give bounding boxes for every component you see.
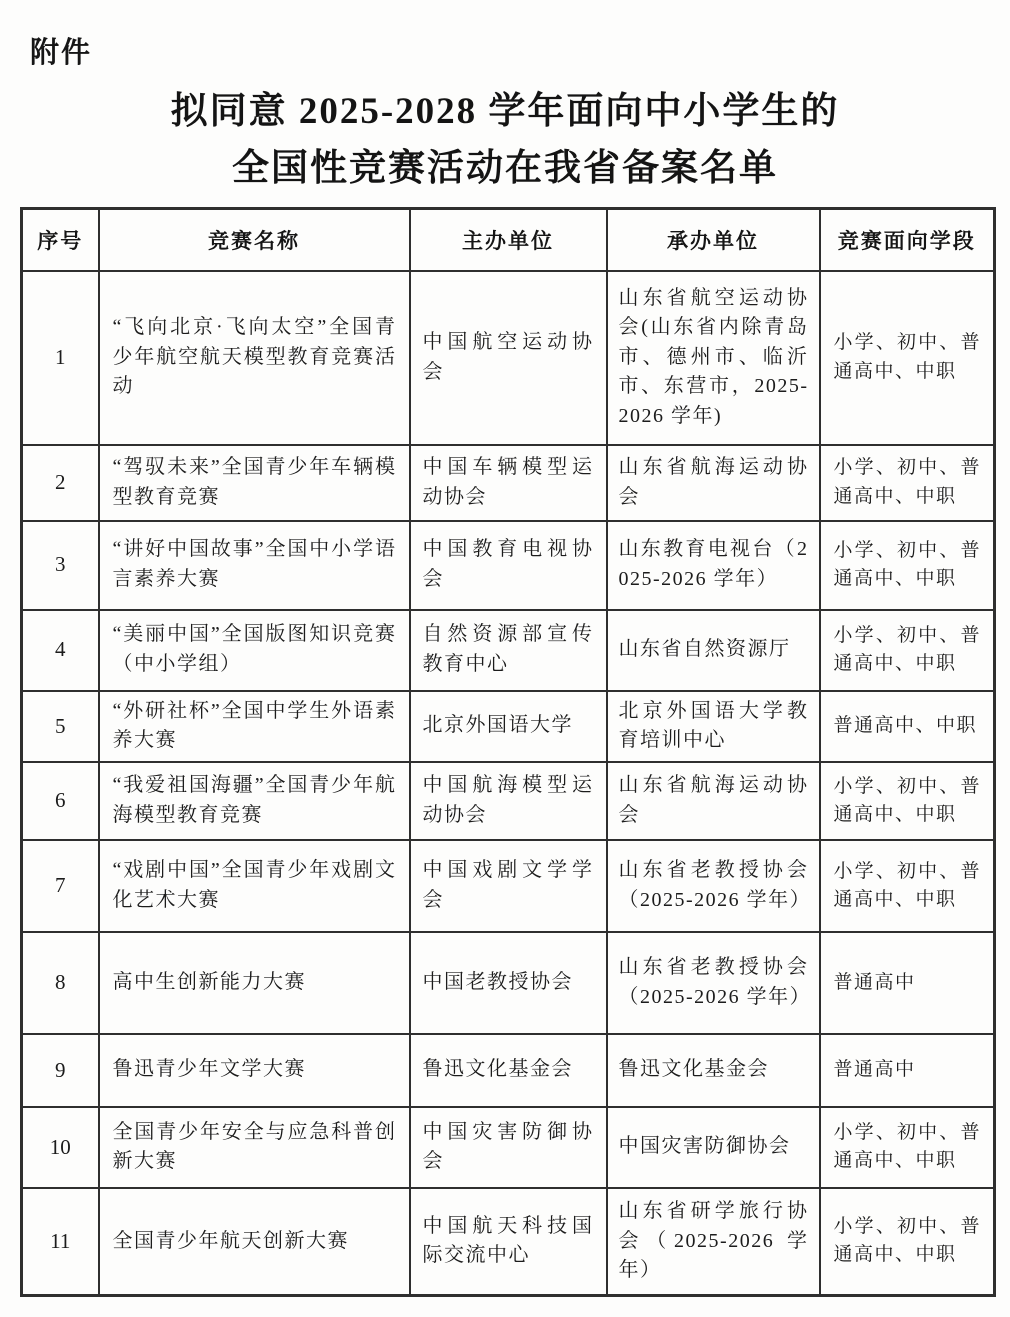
cell-stage: 小学、初中、普通高中、中职 <box>820 1107 995 1188</box>
col-header-index: 序号 <box>22 209 99 271</box>
cell-stage: 普通高中、中职 <box>820 691 995 762</box>
cell-organizer: 中国航空运动协会 <box>410 271 607 445</box>
cell-stage: 普通高中 <box>820 1034 995 1107</box>
cell-organizer: 北京外国语大学 <box>410 691 607 762</box>
col-header-undertaker: 承办单位 <box>607 209 820 271</box>
competitions-table <box>20 207 996 1297</box>
cell-competition-name: “我爱祖国海疆”全国青少年航海模型教育竞赛 <box>99 762 410 840</box>
cell-index: 4 <box>22 610 99 691</box>
cell-competition-name: “外研社杯”全国中学生外语素养大赛 <box>99 691 410 762</box>
cell-organizer: 中国航海模型运动协会 <box>410 762 607 840</box>
cell-organizer: 自然资源部宣传教育中心 <box>410 610 607 691</box>
table-row <box>22 521 995 610</box>
title-line-2: 全国性竞赛活动在我省备案名单 <box>232 148 778 189</box>
cell-stage: 小学、初中、普通高中、中职 <box>820 445 995 521</box>
cell-undertaker: 山东省自然资源厅 <box>607 610 820 691</box>
cell-competition-name: “驾驭未来”全国青少年车辆模型教育竞赛 <box>99 445 410 521</box>
col-header-stage: 竞赛面向学段 <box>820 209 995 271</box>
cell-organizer: 中国老教授协会 <box>410 932 607 1034</box>
cell-organizer: 中国车辆模型运动协会 <box>410 445 607 521</box>
table-row <box>22 762 995 840</box>
cell-index: 7 <box>22 840 99 932</box>
cell-stage: 小学、初中、普通高中、中职 <box>820 271 995 445</box>
col-header-organizer: 主办单位 <box>410 209 607 271</box>
cell-competition-name: “讲好中国故事”全国中小学语言素养大赛 <box>99 521 410 610</box>
cell-competition-name: 高中生创新能力大赛 <box>99 932 410 1034</box>
cell-index: 5 <box>22 691 99 762</box>
cell-index: 3 <box>22 521 99 610</box>
cell-organizer: 中国航天科技国际交流中心 <box>410 1188 607 1296</box>
cell-competition-name: “飞向北京·飞向太空”全国青少年航空航天模型教育竞赛活动 <box>99 271 410 445</box>
cell-organizer: 中国戏剧文学学会 <box>410 840 607 932</box>
cell-undertaker: 山东省老教授协会（2025-2026 学年） <box>607 932 820 1034</box>
cell-index: 6 <box>22 762 99 840</box>
cell-competition-name: “戏剧中国”全国青少年戏剧文化艺术大赛 <box>99 840 410 932</box>
cell-competition-name: 鲁迅青少年文学大赛 <box>99 1034 410 1107</box>
cell-stage: 小学、初中、普通高中、中职 <box>820 610 995 691</box>
cell-index: 8 <box>22 932 99 1034</box>
cell-stage: 小学、初中、普通高中、中职 <box>820 762 995 840</box>
table-row <box>22 691 995 762</box>
cell-stage: 小学、初中、普通高中、中职 <box>820 521 995 610</box>
attachment-label: 附件 <box>30 37 93 69</box>
cell-stage: 普通高中 <box>820 932 995 1034</box>
cell-organizer: 中国灾害防御协会 <box>410 1107 607 1188</box>
table-row <box>22 1034 995 1107</box>
cell-undertaker: 北京外国语大学教育培训中心 <box>607 691 820 762</box>
cell-index: 11 <box>22 1188 99 1296</box>
document-title <box>0 83 1010 197</box>
table-row <box>22 932 995 1034</box>
cell-index: 10 <box>22 1107 99 1188</box>
table-row <box>22 840 995 932</box>
table-row <box>22 445 995 521</box>
cell-index: 9 <box>22 1034 99 1107</box>
table-row <box>22 1188 995 1296</box>
cell-stage: 小学、初中、普通高中、中职 <box>820 1188 995 1296</box>
cell-undertaker: 山东省航海运动协会 <box>607 445 820 521</box>
table-row <box>22 271 995 445</box>
table-row <box>22 610 995 691</box>
cell-organizer: 鲁迅文化基金会 <box>410 1034 607 1107</box>
table-row <box>22 1107 995 1188</box>
cell-stage: 小学、初中、普通高中、中职 <box>820 840 995 932</box>
cell-competition-name: “美丽中国”全国版图知识竞赛（中小学组） <box>99 610 410 691</box>
cell-undertaker: 山东省航空运动协会(山东省内除青岛市、德州市、临沂市、东营市，2025-2026 学年) <box>607 271 820 445</box>
cell-undertaker: 山东省研学旅行协会（2025-2026 学年） <box>607 1188 820 1296</box>
cell-undertaker: 鲁迅文化基金会 <box>607 1034 820 1107</box>
cell-undertaker: 山东省航海运动协会 <box>607 762 820 840</box>
cell-index: 2 <box>22 445 99 521</box>
title-line-1: 拟同意 2025-2028 学年面向中小学生的 <box>170 91 840 132</box>
cell-index: 1 <box>22 271 99 445</box>
col-header-name: 竞赛名称 <box>99 209 410 271</box>
cell-undertaker: 山东教育电视台（2025-2026 学年） <box>607 521 820 610</box>
cell-competition-name: 全国青少年航天创新大赛 <box>99 1188 410 1296</box>
table-body <box>22 271 995 1296</box>
cell-undertaker: 山东省老教授协会（2025-2026 学年） <box>607 840 820 932</box>
table-header-row <box>22 209 995 271</box>
cell-competition-name: 全国青少年安全与应急科普创新大赛 <box>99 1107 410 1188</box>
cell-organizer: 中国教育电视协会 <box>410 521 607 610</box>
cell-undertaker: 中国灾害防御协会 <box>607 1107 820 1188</box>
